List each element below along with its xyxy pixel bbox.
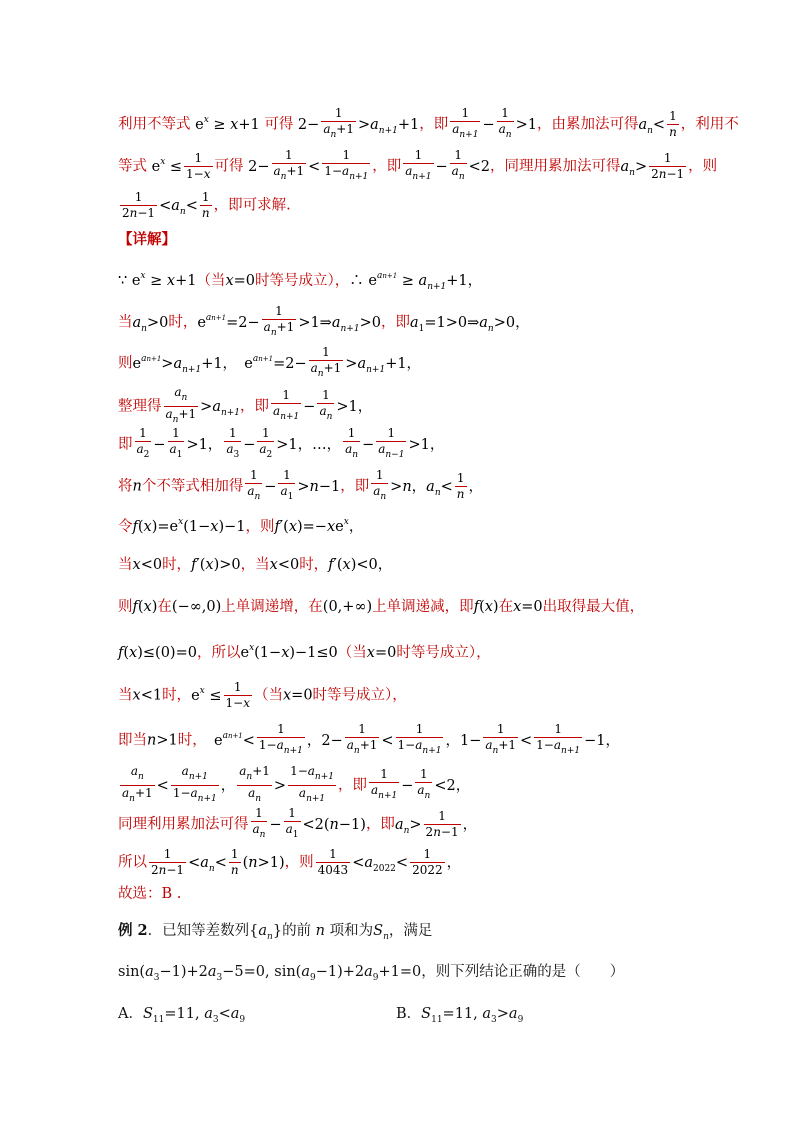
step-9: 则f(x)在(−∞,0)上单调递增，在(0,+∞)上单调递减，即f(x)在x=0出取得最大值， xyxy=(118,599,645,615)
text: ，即 xyxy=(240,398,270,415)
step-8: 当x<0时，f′(x)>0，当x<0时，f′(x)<0， xyxy=(118,557,393,573)
text: 可得 xyxy=(264,116,294,133)
text: ，即 xyxy=(419,116,449,133)
text: ，由累加法可得 xyxy=(536,116,639,133)
text: 在 xyxy=(157,599,172,615)
step-4: 整理得 $\frac{a_n}{a_n+1}$ $>a_{n+1}$，即 $\frac{1}{a_{n+1}}$ − $\frac{1}{a_n}$ >1， xyxy=(118,385,373,425)
text: （当 xyxy=(253,687,283,704)
text: 上单调递增，在 xyxy=(221,599,323,615)
text: （当 xyxy=(337,645,367,661)
text: ，满足 xyxy=(388,923,433,939)
text: 则 xyxy=(118,355,133,372)
text: ，则 xyxy=(688,158,718,175)
text: 整理得 xyxy=(118,398,162,415)
text: ，则下列结论正确的是（ ） xyxy=(421,964,625,980)
text: ，即 xyxy=(340,478,370,495)
text: 时， xyxy=(299,557,329,573)
text: 时等号成立）， xyxy=(312,687,407,704)
text: 时， xyxy=(162,687,192,704)
text: 当 xyxy=(118,314,133,331)
step-3: 则$e^{an+1}>a_{n+1}+1$， $e^{an+1}=2-$ $\frac{1}{a_n+1}$ $>a_{n+1}+1$， xyxy=(118,345,422,379)
step-13: $\frac{a_n}{a_n+1}$ < $\frac{a_{n+1}}{1-a_{n+1}}$ ， $\frac{a_n+1}{a_n}$ > $\frac{1-a_{n+1}}{a_{n+1}}$ ，即 $\frac{1}{a_{n+1}}$ − $\frac{1}{a_n}$ <2， xyxy=(122,764,471,804)
text: ，即 xyxy=(380,314,410,331)
text: 出取得最大值， xyxy=(542,599,645,615)
example-label: 例 2 xyxy=(118,922,148,939)
text: 可得 xyxy=(214,158,244,175)
text: 则 xyxy=(118,599,133,615)
option-a: A．$S_{11}=11$, $a_3<a_9$ xyxy=(118,1006,246,1025)
text: 时， xyxy=(168,314,198,331)
text: 等式 xyxy=(118,158,147,175)
text: 令 xyxy=(118,519,133,535)
step-2: 当$a_n>0$时，$e^{an+1}=2-$ $\frac{1}{a_n+1}$ $>1\Rightarrow a_{n+1}>0$，即$a_1=1>0\Rightarrow a_n>0$， xyxy=(118,304,530,338)
option-label: A． xyxy=(118,1006,143,1022)
text: ，则 xyxy=(284,854,314,871)
option-label: B． xyxy=(396,1006,422,1022)
text: ．已知等差数列 xyxy=(147,923,250,939)
text: 上单调递减，即 xyxy=(372,599,474,615)
text: 即当 xyxy=(118,732,147,749)
text: 当 xyxy=(118,687,133,704)
intro-line-2: 等式 $e^x$ ≤ $\frac{1}{1-x}$ 可得 2− $\frac{1}{a_n+1}$ < $\frac{1}{1-a_{n+1}}$ ，即 $\frac{1}{a_{n+1}}$ − $\frac{1}{a_n}$ <2，同理用累加法可得$a_n>$ $\frac{1}{2n-1}$ ，则 xyxy=(118,148,718,182)
text: 所以 xyxy=(118,854,147,871)
step-14: 同理利用累加法可得 $\frac{1}{a_n}$ − $\frac{1}{a_1}$ <2(n−1)，即$a_n>$ $\frac{1}{2n-1}$ ， xyxy=(118,806,478,840)
text: 当 xyxy=(118,557,133,573)
step-12: 即当n>1时， $e^{an+1}<$ $\frac{1}{1-a_{n+1}}$ ，2− $\frac{1}{a_n+1}$ < $\frac{1}{1-a_{n+1}}$ ，1− $\frac{1}{a_n+1}$ < $\frac{1}{1-a_{n+1}}$ −1， xyxy=(118,722,620,756)
text: ，即可求解. xyxy=(213,197,291,214)
text: ，则 xyxy=(245,519,275,535)
text: ，即 xyxy=(365,816,395,833)
text: ，当 xyxy=(240,557,270,573)
text: ，利用不 xyxy=(680,116,739,133)
text: 时等号成立）， xyxy=(396,645,491,661)
example-2-condition: $\sin(a_3-1)+2a_3-5=0$, $\sin(a_9-1)+2a_9+1=0$，则下列结论正确的是（ ） xyxy=(118,964,625,983)
step-5: 即 $\frac{1}{a_2}$ − $\frac{1}{a_1}$ >1， $\frac{1}{a_3}$ − $\frac{1}{a_2}$ >1，…， $\frac{1}{a_n}$ − $\frac{1}{a_{n-1}}$ >1， xyxy=(118,426,445,460)
step-11: 当x<1时，$e^x$ ≤ $\frac{1}{1-x}$ （当x=0时等号成立）， xyxy=(118,680,407,710)
step-1: ∵ $e^x \ge x+1$（当x=0时等号成立），∴ $e^{an+1} \ge a_{n+1}+1$， xyxy=(118,271,483,292)
text: 即 xyxy=(118,436,133,453)
text: 时， xyxy=(162,557,192,573)
text: 利用不等式 xyxy=(118,116,191,133)
intro-line-1: 利用不等式 $e^x \ge x+1$ 可得 2− $\frac{1}{a_n+1}$ $>a_{n+1}+1$，即 $\frac{1}{a_{n+1}}$ − $\frac{1}{a_n}$ >1，由累加法可得$a_n<$ $\frac{1}{n}$ ，利用不 xyxy=(118,106,739,140)
detail-heading: 【详解】 xyxy=(118,231,176,248)
text: 时， xyxy=(177,732,200,749)
step-6: 将n个不等式相加得 $\frac{1}{a_n}$ − $\frac{1}{a_1}$ >n−1，即 $\frac{1}{a_n}$ >n，$a_n<$ $\frac{1}{n}$ ， xyxy=(118,468,484,502)
step-7: 令$f(x)=e^x(1-x)-1$，则$f'(x)=-xe^x$， xyxy=(118,517,364,535)
text: 将 xyxy=(118,478,133,495)
text: 的前 xyxy=(282,923,312,939)
intro-line-3: $\frac{1}{2n-1}$ $<a_n<$ $\frac{1}{n}$ ，即可求解. xyxy=(122,190,291,220)
option-b: B．$S_{11}=11$, $a_3>a_9$ xyxy=(396,1006,524,1025)
text: 同理利用累加法可得 xyxy=(118,816,249,833)
text: 时等号成立）， xyxy=(255,273,350,289)
text: ，所以 xyxy=(196,645,241,661)
text: 项和为 xyxy=(329,923,374,939)
text: ，同理用累加法可得 xyxy=(489,158,621,175)
text: （当 xyxy=(196,273,226,289)
step-15: 所以 $\frac{1}{2n-1}$ $<a_n<$ $\frac{1}{n}$ (n>1)，则 $\frac{1}{4043}$ $<a_{2022}<$ $\frac{1}{2022}$ ， xyxy=(118,847,462,877)
text: ，即 xyxy=(372,158,402,175)
text: ，即 xyxy=(338,777,367,794)
example-2-stem: 例 2．已知等差数列$\{a_n\}$的前 n 项和为$S_n$，满足 xyxy=(118,922,433,942)
step-10: f(x)≤(0)=0，所以$e^x(1-x)-1\le 0$（当x=0时等号成立）， xyxy=(118,643,491,661)
step-16: 故选：B . xyxy=(118,886,182,902)
text: 个不等式相加得 xyxy=(141,478,244,495)
text: 在 xyxy=(498,599,514,615)
